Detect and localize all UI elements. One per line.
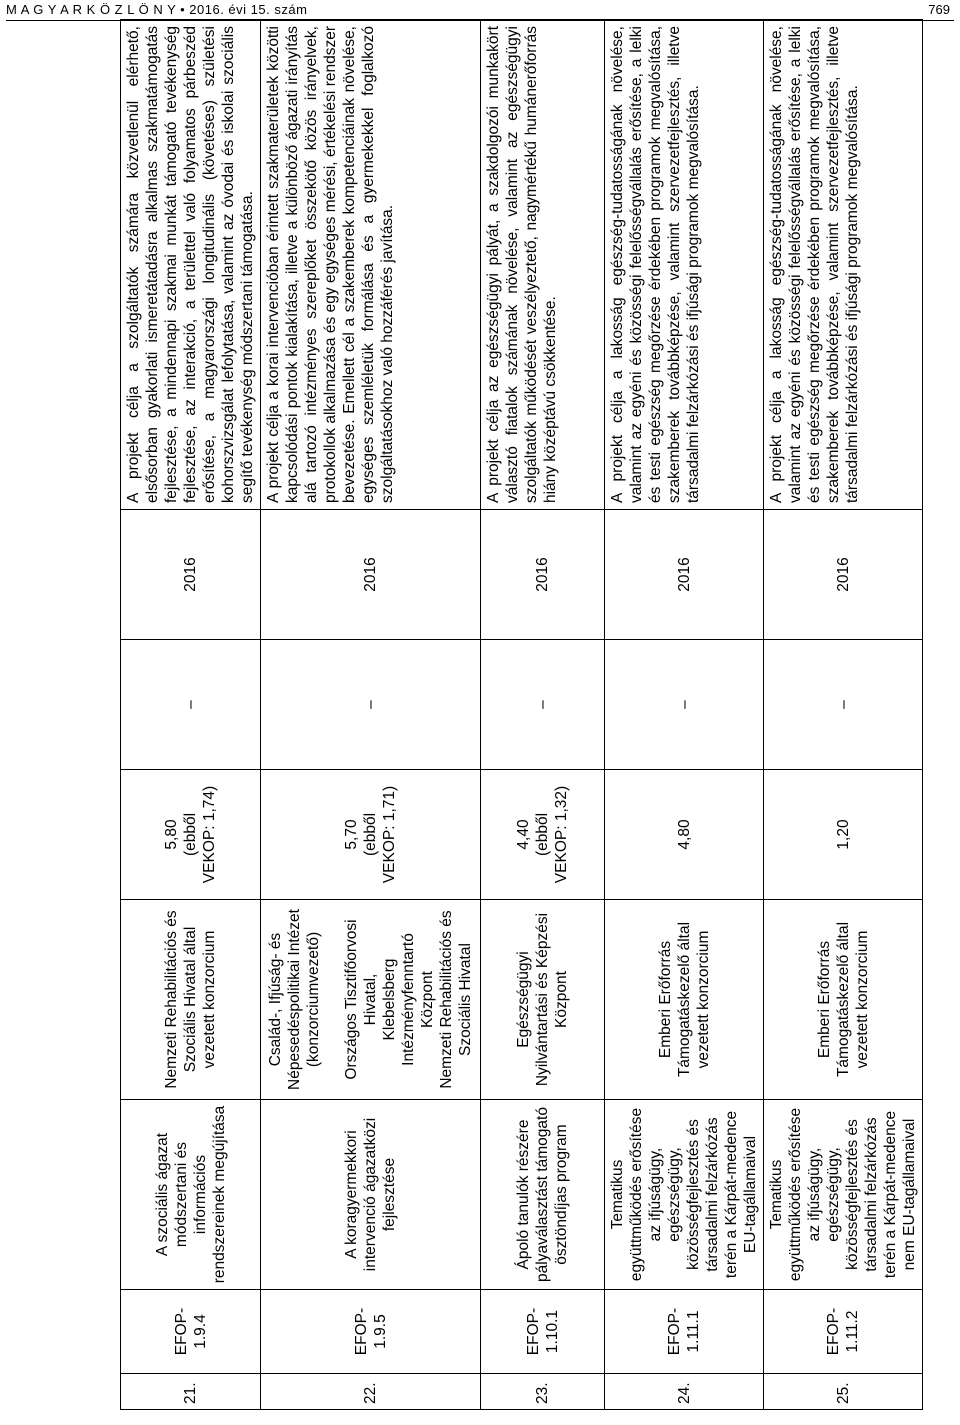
project-code: EFOP-1.11.1 <box>605 1290 764 1374</box>
project-title: Tematikus együttműködés erősítése az ifjúságügy, egészségügy, közösségfejlesztés és társadalmi felzárkózás terén a Kárpát-medence nem EU-tagállamaival <box>764 1100 923 1290</box>
project-code: EFOP-1.11.2 <box>764 1290 923 1374</box>
year: 2016 <box>764 510 923 640</box>
description: A projekt célja a lakosság egészség-tudatosságának növelése, valamint az egyéni és közösségi felelősségvállalás erősítése, a lelki és testi egészség megőrzése érdekében programok megvalósítása, szakemberek továbbképzése, valamint szervezetfejlesztés, illetve társadalmi felzárkózási és ifjúsági programok megvalósítása. <box>605 20 764 510</box>
row-number: 23. <box>481 1374 605 1410</box>
extra-value: – <box>605 640 764 770</box>
project-code: EFOP-1.9.4 <box>121 1290 261 1374</box>
project-title: Tematikus együttműködés erősítése az ifjúságügy, egészségügy, közösségfejlesztés és társadalmi felzárkózás terén a Kárpát-medence EU-tagállamaival <box>605 1100 764 1290</box>
table-row <box>764 20 923 1410</box>
rotated-table-container <box>120 20 918 1410</box>
year: 2016 <box>481 510 605 640</box>
extra-value: – <box>261 640 481 770</box>
project-code: EFOP-1.9.5 <box>261 1290 481 1374</box>
description: A projekt célja a lakosság egészség-tudatosságának növelése, valamint az egyéni és közösségi felelősségvállalás erősítése, a lelki és testi egészség megőrzése érdekében programok megvalósítása, szakemberek továbbképzése, valamint szervezetfejlesztés, illetve társadalmi felzárkózási és ifjúsági programok megvalósítása. <box>764 20 923 510</box>
amount: 5,80 (ebből VEKOP: 1,74) <box>121 770 261 900</box>
amount: 4,40 (ebből VEKOP: 1,32) <box>481 770 605 900</box>
project-title: A szociális ágazat módszertani és információs rendszereinek megújítása <box>121 1100 261 1290</box>
year: 2016 <box>261 510 481 640</box>
row-number: 21. <box>121 1374 261 1410</box>
year: 2016 <box>605 510 764 640</box>
table-row <box>261 20 481 1410</box>
project-table <box>120 19 923 1410</box>
extra-value: – <box>481 640 605 770</box>
page-number: 769 <box>928 2 950 17</box>
table-row <box>605 20 764 1410</box>
project-title: Ápoló tanulók részére pályaválasztást támogató ösztöndíjas program <box>481 1100 605 1290</box>
beneficiary: Nemzeti Rehabilitációs és Szociális Hivatal által vezetett konzorcium <box>121 900 261 1100</box>
table-row <box>121 20 261 1410</box>
description: A projekt célja az egészségügyi pályát, a szakdolgozói munkakört választó fiatalok számának növelése, valamint az egészségügyi szolgáltatók működését veszélyeztető, nagymértékű humánerőforrás hiány középtávú csökkentése. <box>481 20 605 510</box>
table-row <box>481 20 605 1410</box>
beneficiary: Egészségügyi Nyilvántartási és Képzési Központ <box>481 900 605 1100</box>
extra-value: – <box>121 640 261 770</box>
description: A projekt célja a szolgáltatók számára közvetlenül elérhető, elsősorban gyakorlati ismeretátadásra alkalmas szakmatámogatás fejlesztése, a mindennapi szakmai munkát támogató tevékenység fejlesztése, az interakció, a területtel való folyamatos párbeszéd erősítése, a magyarországi longitudinális (követéses) születési kohorszvizsgálat lefolytatása, valamint az óvodai és iskolai szociális segítő tevékenység módszertani támogatása. <box>121 20 261 510</box>
beneficiary: Emberi Erőforrás Támogatáskezelő által vezetett konzorcium <box>605 900 764 1100</box>
amount: 5,70 (ebből VEKOP: 1,71) <box>261 770 481 900</box>
project-title: A koragyermekkori intervenció ágazatközi fejlesztése <box>261 1100 481 1290</box>
project-code: EFOP-1.10.1 <box>481 1290 605 1374</box>
row-number: 22. <box>261 1374 481 1410</box>
row-number: 25. <box>764 1374 923 1410</box>
amount: 1,20 <box>764 770 923 900</box>
beneficiary: Emberi Erőforrás Támogatáskezelő által vezetett konzorcium <box>764 900 923 1100</box>
row-number: 24. <box>605 1374 764 1410</box>
amount: 4,80 <box>605 770 764 900</box>
beneficiary: Család-, Ifjúság- és Népesedéspolitikai Intézet (konzorciumvezető) Országos Tisztifőorvosi Hivatal, Klebelsberg Intézményfenntartó Központ Nemzeti Rehabilitációs és Szociális Hivatal <box>261 900 481 1100</box>
year: 2016 <box>121 510 261 640</box>
extra-value: – <box>764 640 923 770</box>
journal-title: M A G Y A R K Ö Z L Ö N Y • 2016. évi 15. szám <box>6 2 308 17</box>
description: A projekt célja a korai intervencióban érintett szakmaterületek közötti kapcsolódási pontok kialakítása, illetve a különböző ágazati irányítás alá tartozó intézményes szereplőket összekötő közös irányelvek, protokollok alkalmazása és egy egységes mérési, értékelési rendszer bevezetése. Emellett cél a szakemberek kompetenciáinak növelése, egységes szemléletük formálása és a gyermekekkel foglalkozó szolgáltatásokhoz való hozzáférés javítása. <box>261 20 481 510</box>
